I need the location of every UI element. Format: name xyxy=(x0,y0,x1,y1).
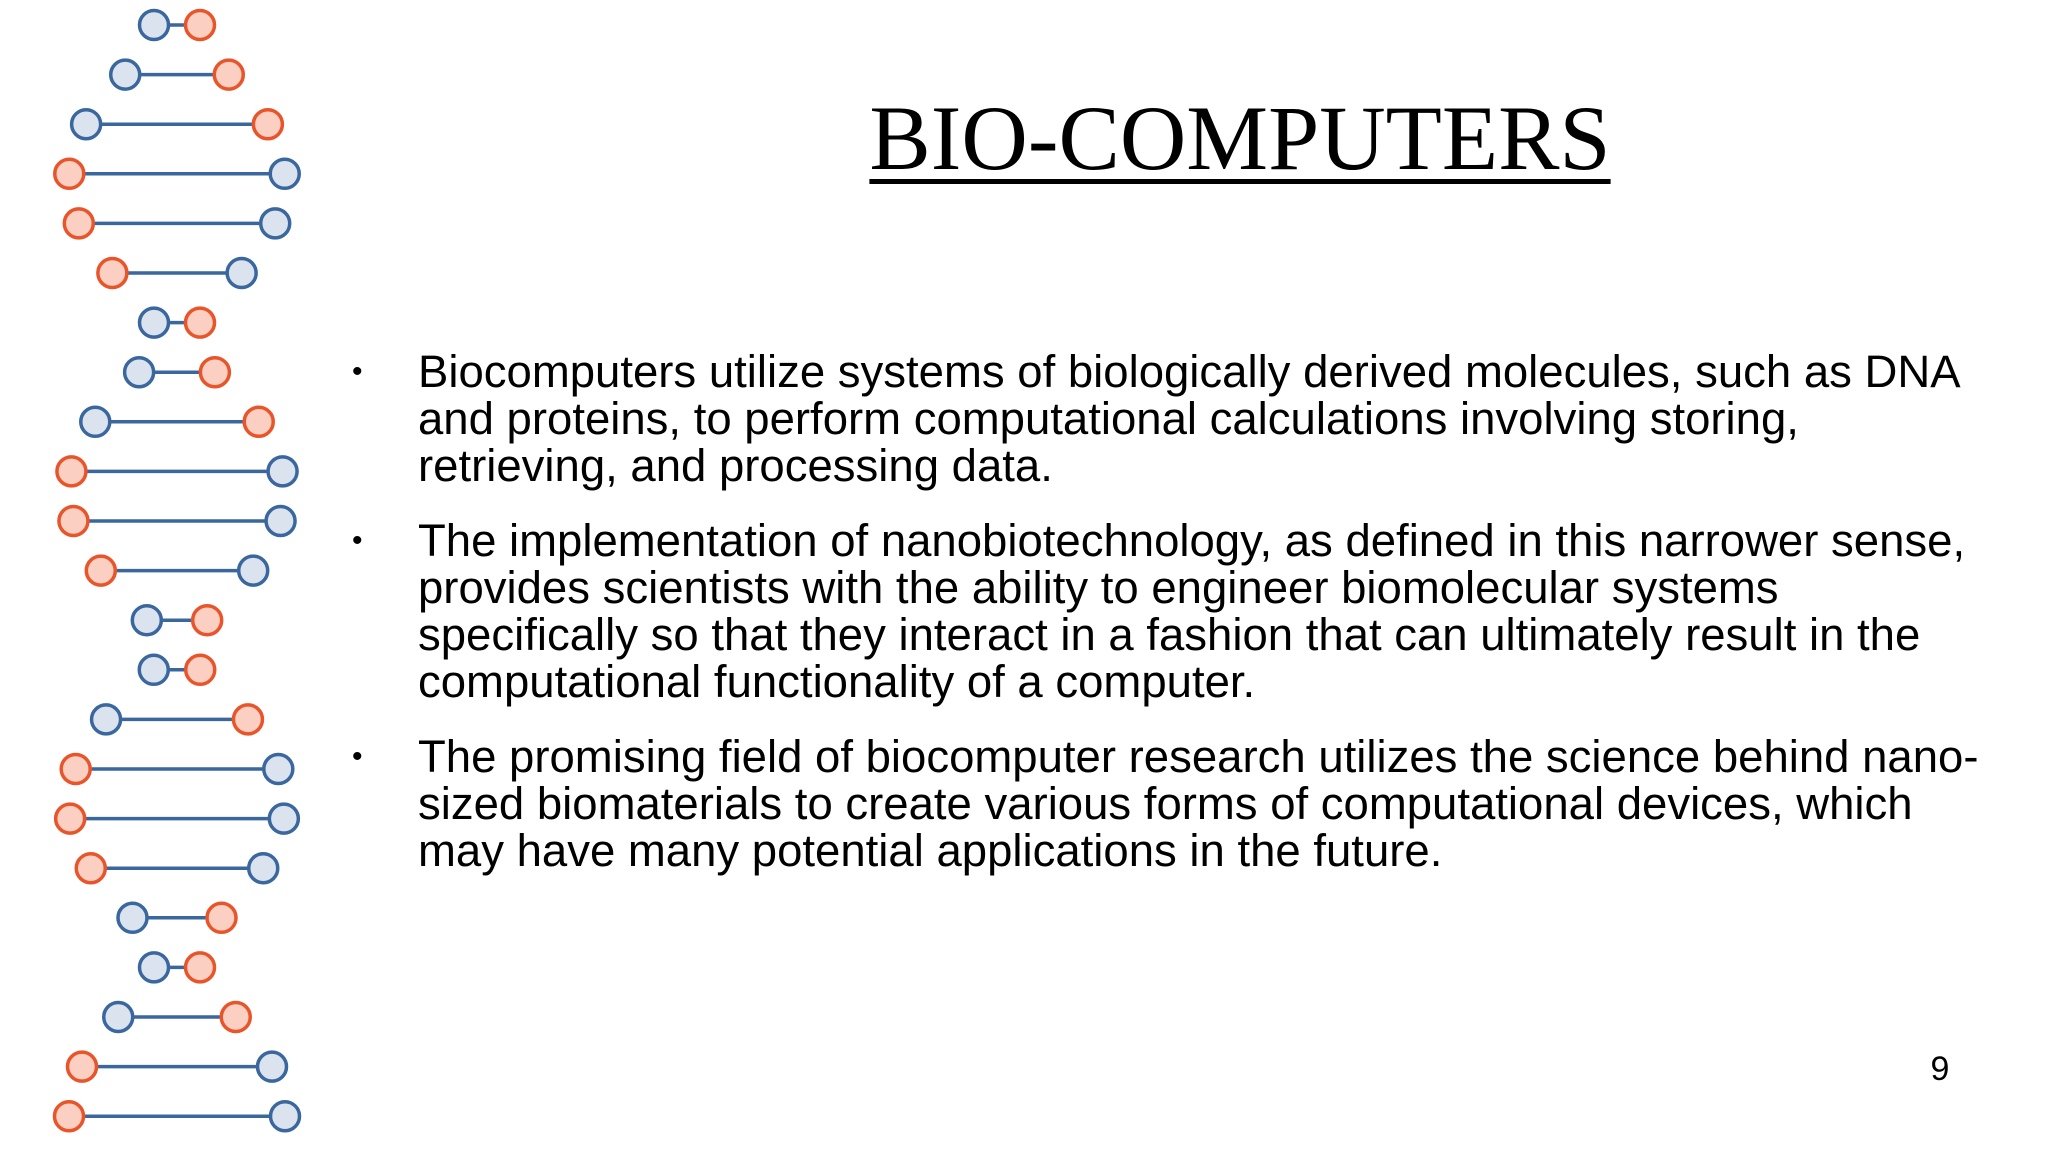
dna-base-node xyxy=(253,110,282,139)
dna-base-node xyxy=(264,755,293,784)
dna-base-node xyxy=(258,1052,287,1081)
dna-base-node xyxy=(186,308,215,337)
dna-base-node xyxy=(86,556,115,585)
bullet-item xyxy=(340,348,1990,489)
dna-base-node xyxy=(221,1003,250,1032)
dna-base-node xyxy=(81,407,110,436)
slide-title xyxy=(620,88,1860,188)
dna-base-node xyxy=(186,11,215,40)
dna-base-node xyxy=(140,11,169,40)
dna-base-node xyxy=(59,507,88,536)
bullet-text: The promising field of biocomputer research utilizes the science behind nano-sized biomaterials to create various forms of computational devices, which may have many potential applications in the future. xyxy=(418,731,1979,876)
dna-base-node xyxy=(200,358,229,387)
bullet-dot: • xyxy=(352,524,363,557)
dna-base-node xyxy=(76,854,105,883)
page-number: 9 xyxy=(1930,1050,1950,1088)
dna-base-node xyxy=(56,804,85,833)
dna-helix-icon xyxy=(0,0,340,1152)
bullet-dot: • xyxy=(352,355,363,388)
dna-base-node xyxy=(266,507,295,536)
dna-base-node xyxy=(104,1003,133,1032)
dna-base-node xyxy=(269,804,298,833)
dna-base-node xyxy=(55,1102,84,1131)
dna-base-node xyxy=(261,209,290,238)
dna-base-node xyxy=(55,159,84,188)
bullet-text: Biocomputers utilize systems of biologically derived molecules, such as DNA and proteins, to perform computational calculations involving storing, retrieving, and processing data. xyxy=(418,346,1959,491)
bullet-dot: • xyxy=(352,740,363,773)
slide-title-text: BIO-COMPUTERS xyxy=(869,87,1611,189)
dna-base-node xyxy=(139,655,168,684)
dna-base-node xyxy=(244,407,273,436)
dna-base-node xyxy=(61,755,90,784)
dna-base-node xyxy=(92,705,121,734)
dna-base-node xyxy=(239,556,268,585)
dna-base-node xyxy=(207,903,236,932)
dna-base-node xyxy=(193,606,222,635)
dna-base-node xyxy=(125,358,154,387)
bullet-list xyxy=(340,348,1990,902)
dna-base-node xyxy=(132,606,161,635)
dna-base-node xyxy=(233,705,262,734)
dna-base-node xyxy=(67,1052,96,1081)
dna-base-node xyxy=(227,259,256,288)
dna-base-node xyxy=(98,259,127,288)
bullet-item xyxy=(340,733,1990,874)
dna-base-node xyxy=(249,854,278,883)
dna-base-node xyxy=(140,308,169,337)
dna-base-node xyxy=(270,159,299,188)
dna-base-node xyxy=(186,655,215,684)
dna-base-node xyxy=(214,60,243,89)
dna-base-node xyxy=(111,60,140,89)
bullet-text: The implementation of nanobiotechnology, as defined in this narrower sense, provides scientists with the ability to engineer biomolecular systems specifically so that they interact in a fashion that can ultimately result in the computational functionality of a computer. xyxy=(418,515,1966,707)
dna-base-node xyxy=(64,209,93,238)
dna-base-node xyxy=(270,1102,299,1131)
dna-base-node xyxy=(186,953,215,982)
bullet-item xyxy=(340,517,1990,705)
dna-base-node xyxy=(72,110,101,139)
dna-base-node xyxy=(118,903,147,932)
dna-base-node xyxy=(268,457,297,486)
dna-base-node xyxy=(140,953,169,982)
dna-base-node xyxy=(57,457,86,486)
